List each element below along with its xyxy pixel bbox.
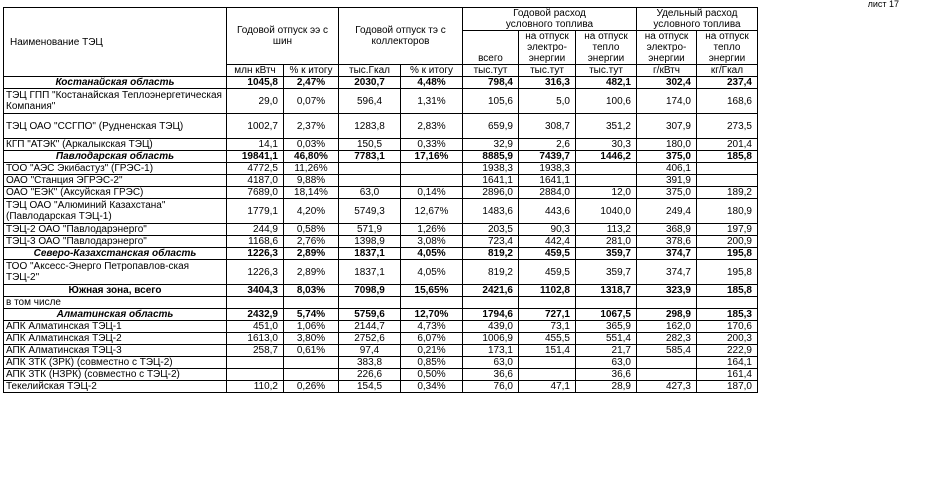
table-cell: 2,83% bbox=[401, 114, 463, 139]
table-cell: 8885,9 bbox=[463, 151, 519, 163]
table-cell: 571,9 bbox=[339, 224, 401, 236]
table-cell bbox=[227, 357, 284, 369]
table-cell bbox=[696, 297, 757, 309]
table-cell: 1226,3 bbox=[227, 248, 284, 260]
table-row bbox=[4, 297, 758, 309]
table-cell: 2,37% bbox=[284, 114, 339, 139]
table-cell: 378,6 bbox=[637, 236, 697, 248]
table-cell: 3,80% bbox=[284, 333, 339, 345]
table-cell: 316,3 bbox=[519, 77, 576, 89]
table-cell bbox=[696, 163, 757, 175]
table-cell: 383,8 bbox=[339, 357, 401, 369]
table-cell: 7098,9 bbox=[339, 285, 401, 297]
table-cell: 798,4 bbox=[463, 77, 519, 89]
table-row bbox=[4, 163, 758, 175]
table-cell: 174,0 bbox=[637, 89, 697, 114]
unit-cell: % к итогу bbox=[401, 65, 463, 77]
header-te-group: Годовой отпуск тэ с коллекторов bbox=[339, 8, 463, 65]
table-cell: 17,16% bbox=[401, 151, 463, 163]
table-cell: 1938,3 bbox=[519, 163, 576, 175]
page-label: лист 17 bbox=[867, 0, 899, 7]
table-cell: 302,4 bbox=[637, 77, 697, 89]
table-cell: 4,73% bbox=[401, 321, 463, 333]
table-cell: 2432,9 bbox=[227, 309, 284, 321]
region-row bbox=[4, 309, 758, 321]
table-cell: 1837,1 bbox=[339, 248, 401, 260]
unit-cell: тыс.тут bbox=[576, 65, 637, 77]
table-cell: 323,9 bbox=[637, 285, 697, 297]
table-row bbox=[4, 139, 758, 151]
table-cell: 105,6 bbox=[463, 89, 519, 114]
table-cell: 1483,6 bbox=[463, 199, 519, 224]
table-cell: 659,9 bbox=[463, 114, 519, 139]
table-cell bbox=[637, 297, 697, 309]
row-name: Алматинская область bbox=[4, 309, 227, 321]
table-cell: 406,1 bbox=[637, 163, 697, 175]
table-row bbox=[4, 236, 758, 248]
table-cell: 195,8 bbox=[696, 248, 757, 260]
table-cell bbox=[576, 163, 637, 175]
table-cell: 7689,0 bbox=[227, 187, 284, 199]
table-cell: 819,2 bbox=[463, 248, 519, 260]
table-cell: 359,7 bbox=[576, 248, 637, 260]
table-row bbox=[4, 357, 758, 369]
table-cell: 1,31% bbox=[401, 89, 463, 114]
table-cell: 4,48% bbox=[401, 77, 463, 89]
row-name: Южная зона, всего bbox=[4, 285, 227, 297]
table-cell bbox=[401, 175, 463, 187]
table-cell: 1613,0 bbox=[227, 333, 284, 345]
header-spec-te: на отпуск тепло энергии bbox=[696, 31, 757, 65]
table-row bbox=[4, 187, 758, 199]
table-cell bbox=[284, 357, 339, 369]
row-name: ОАО "ЕЭК" (Аксуйская ГРЭС) bbox=[4, 187, 227, 199]
table-cell bbox=[576, 297, 637, 309]
table-cell: 63,0 bbox=[576, 357, 637, 369]
table-cell: 1779,1 bbox=[227, 199, 284, 224]
table-cell: 723,4 bbox=[463, 236, 519, 248]
table-row bbox=[4, 381, 758, 393]
table-cell: 168,6 bbox=[696, 89, 757, 114]
table-cell: 90,3 bbox=[519, 224, 576, 236]
table-row bbox=[4, 224, 758, 236]
table-cell bbox=[284, 369, 339, 381]
table-cell: 0,50% bbox=[401, 369, 463, 381]
table-row bbox=[4, 345, 758, 357]
table-cell: 1,26% bbox=[401, 224, 463, 236]
table-cell: 1067,5 bbox=[576, 309, 637, 321]
table-cell: 4,05% bbox=[401, 248, 463, 260]
header-fuel-ee: на отпуск электро-энергии bbox=[519, 31, 576, 65]
table-cell: 162,0 bbox=[637, 321, 697, 333]
table-cell: 173,1 bbox=[463, 345, 519, 357]
table-cell: 0,03% bbox=[284, 139, 339, 151]
zone-row bbox=[4, 285, 758, 297]
row-name: Павлодарская область bbox=[4, 151, 227, 163]
table-cell: 0,21% bbox=[401, 345, 463, 357]
table-cell: 4,05% bbox=[401, 260, 463, 285]
table-cell: 12,67% bbox=[401, 199, 463, 224]
table-row bbox=[4, 89, 758, 114]
table-cell: 203,5 bbox=[463, 224, 519, 236]
table-cell: 185,8 bbox=[696, 285, 757, 297]
table-cell: 4,20% bbox=[284, 199, 339, 224]
table-cell: 4772,5 bbox=[227, 163, 284, 175]
unit-cell: % к итогу bbox=[284, 65, 339, 77]
table-cell: 9,88% bbox=[284, 175, 339, 187]
table-cell: 308,7 bbox=[519, 114, 576, 139]
table-cell: 195,8 bbox=[696, 260, 757, 285]
row-name: в том числе bbox=[4, 297, 227, 309]
table-cell: 585,4 bbox=[637, 345, 697, 357]
table-cell bbox=[401, 297, 463, 309]
table-cell bbox=[339, 163, 401, 175]
table-cell: 12,70% bbox=[401, 309, 463, 321]
row-name: ТОО "Аксесс-Энерго Петропавлов-ская ТЭЦ-2" bbox=[4, 260, 227, 285]
table-cell bbox=[339, 297, 401, 309]
table-cell: 351,2 bbox=[576, 114, 637, 139]
table-cell: 63,0 bbox=[463, 357, 519, 369]
row-name: Костанайская область bbox=[4, 77, 227, 89]
table-cell: 391,9 bbox=[637, 175, 697, 187]
row-name: ТЭЦ ОАО "ССГПО" (Рудненская ТЭЦ) bbox=[4, 114, 227, 139]
table-row bbox=[4, 114, 758, 139]
table-cell: 200,3 bbox=[696, 333, 757, 345]
table-cell: 1168,6 bbox=[227, 236, 284, 248]
table-cell bbox=[227, 297, 284, 309]
table-cell: 1794,6 bbox=[463, 309, 519, 321]
table-cell: 14,1 bbox=[227, 139, 284, 151]
table-cell: 1045,8 bbox=[227, 77, 284, 89]
table-cell: 30,3 bbox=[576, 139, 637, 151]
table-cell: 1002,7 bbox=[227, 114, 284, 139]
table-cell bbox=[576, 175, 637, 187]
table-cell: 5,0 bbox=[519, 89, 576, 114]
table-cell: 11,26% bbox=[284, 163, 339, 175]
table-cell: 298,9 bbox=[637, 309, 697, 321]
header-specific-group: Удельный расход условного топлива bbox=[637, 8, 758, 31]
table-cell: 307,9 bbox=[637, 114, 697, 139]
table-cell: 375,0 bbox=[637, 151, 697, 163]
table-cell: 21,7 bbox=[576, 345, 637, 357]
table-cell: 375,0 bbox=[637, 187, 697, 199]
table-cell: 170,6 bbox=[696, 321, 757, 333]
table-cell: 15,65% bbox=[401, 285, 463, 297]
table-cell: 442,4 bbox=[519, 236, 576, 248]
table-cell: 2,47% bbox=[284, 77, 339, 89]
table-cell: 237,4 bbox=[696, 77, 757, 89]
table-cell: 18,14% bbox=[284, 187, 339, 199]
row-name: Текелийская ТЭЦ-2 bbox=[4, 381, 227, 393]
table-cell: 727,1 bbox=[519, 309, 576, 321]
table-cell: 5759,6 bbox=[339, 309, 401, 321]
table-cell: 1641,1 bbox=[463, 175, 519, 187]
table-cell: 0,61% bbox=[284, 345, 339, 357]
table-cell: 2,6 bbox=[519, 139, 576, 151]
table-cell: 2421,6 bbox=[463, 285, 519, 297]
table-cell: 189,2 bbox=[696, 187, 757, 199]
table-cell: 451,0 bbox=[227, 321, 284, 333]
table-cell: 273,5 bbox=[696, 114, 757, 139]
row-name: АПК ЗТК (НЗРК) (совместно с ТЭЦ-2) bbox=[4, 369, 227, 381]
table-cell: 226,6 bbox=[339, 369, 401, 381]
table-cell bbox=[519, 357, 576, 369]
table-cell: 365,9 bbox=[576, 321, 637, 333]
table-cell: 2030,7 bbox=[339, 77, 401, 89]
row-name: ТЭЦ-2 ОАО "Павлодарэнерго" bbox=[4, 224, 227, 236]
table-cell: 19841,1 bbox=[227, 151, 284, 163]
table-cell: 1318,7 bbox=[576, 285, 637, 297]
table-cell: 1283,8 bbox=[339, 114, 401, 139]
table-cell: 36,6 bbox=[463, 369, 519, 381]
unit-cell: млн кВтч bbox=[227, 65, 284, 77]
table-cell: 482,1 bbox=[576, 77, 637, 89]
table-cell: 180,0 bbox=[637, 139, 697, 151]
table-cell: 6,07% bbox=[401, 333, 463, 345]
table-cell: 443,6 bbox=[519, 199, 576, 224]
region-row bbox=[4, 77, 758, 89]
table-cell: 2884,0 bbox=[519, 187, 576, 199]
table-cell: 0,07% bbox=[284, 89, 339, 114]
table-cell bbox=[463, 297, 519, 309]
table-cell bbox=[696, 175, 757, 187]
unit-cell: кг/Гкал bbox=[696, 65, 757, 77]
table-cell: 29,0 bbox=[227, 89, 284, 114]
table-cell: 359,7 bbox=[576, 260, 637, 285]
table-cell: 180,9 bbox=[696, 199, 757, 224]
table-cell: 0,85% bbox=[401, 357, 463, 369]
row-name: Северо-Казахстанская область bbox=[4, 248, 227, 260]
table-cell: 5749,3 bbox=[339, 199, 401, 224]
table-cell: 4187,0 bbox=[227, 175, 284, 187]
header-fuel-te: на отпуск тепло энергии bbox=[576, 31, 637, 65]
table-cell: 151,4 bbox=[519, 345, 576, 357]
table-cell: 100,6 bbox=[576, 89, 637, 114]
row-name: КГП "АТЭК" (Аркалыкская ТЭЦ) bbox=[4, 139, 227, 151]
row-name: АПК Алматинская ТЭЦ-3 bbox=[4, 345, 227, 357]
table-cell: 201,4 bbox=[696, 139, 757, 151]
table-cell: 2896,0 bbox=[463, 187, 519, 199]
table-cell: 2,76% bbox=[284, 236, 339, 248]
table-cell: 200,9 bbox=[696, 236, 757, 248]
table-cell: 439,0 bbox=[463, 321, 519, 333]
table-cell: 3,08% bbox=[401, 236, 463, 248]
table-cell: 7439,7 bbox=[519, 151, 576, 163]
table-cell: 374,7 bbox=[637, 248, 697, 260]
table-cell: 1398,9 bbox=[339, 236, 401, 248]
table-cell: 596,4 bbox=[339, 89, 401, 114]
header-fuel-total: всего bbox=[463, 31, 519, 65]
table-row bbox=[4, 333, 758, 345]
table-cell: 455,5 bbox=[519, 333, 576, 345]
row-name: ТЭЦ-3 ОАО "Павлодарэнерго" bbox=[4, 236, 227, 248]
table-cell: 46,80% bbox=[284, 151, 339, 163]
table-cell: 551,4 bbox=[576, 333, 637, 345]
table-cell bbox=[284, 297, 339, 309]
table-cell: 819,2 bbox=[463, 260, 519, 285]
table-cell bbox=[519, 369, 576, 381]
tec-table bbox=[3, 7, 758, 393]
unit-cell: тыс.Гкал bbox=[339, 65, 401, 77]
table-cell: 47,1 bbox=[519, 381, 576, 393]
table-cell: 113,2 bbox=[576, 224, 637, 236]
table-cell: 150,5 bbox=[339, 139, 401, 151]
table-cell: 1102,8 bbox=[519, 285, 576, 297]
table-cell: 459,5 bbox=[519, 260, 576, 285]
region-row bbox=[4, 248, 758, 260]
header-spec-ee: на отпуск электро-энергии bbox=[637, 31, 697, 65]
header-name: Наименование ТЭЦ bbox=[4, 8, 227, 77]
table-cell bbox=[637, 369, 697, 381]
table-row bbox=[4, 199, 758, 224]
table-cell: 0,33% bbox=[401, 139, 463, 151]
table-cell bbox=[339, 175, 401, 187]
table-row bbox=[4, 175, 758, 187]
table-cell: 36,6 bbox=[576, 369, 637, 381]
table-cell: 2144,7 bbox=[339, 321, 401, 333]
table-cell bbox=[401, 163, 463, 175]
table-cell: 1641,1 bbox=[519, 175, 576, 187]
unit-cell: г/кВтч bbox=[637, 65, 697, 77]
table-cell: 12,0 bbox=[576, 187, 637, 199]
unit-cell: тыс.тут bbox=[463, 65, 519, 77]
table-row bbox=[4, 260, 758, 285]
table-cell: 0,14% bbox=[401, 187, 463, 199]
table-cell bbox=[519, 297, 576, 309]
table-body bbox=[4, 77, 758, 393]
unit-cell: тыс.тут bbox=[519, 65, 576, 77]
table-cell: 3404,3 bbox=[227, 285, 284, 297]
table-cell: 28,9 bbox=[576, 381, 637, 393]
table-cell: 281,0 bbox=[576, 236, 637, 248]
table-cell: 161,4 bbox=[696, 369, 757, 381]
table-cell: 76,0 bbox=[463, 381, 519, 393]
table-cell: 2,89% bbox=[284, 248, 339, 260]
row-name: ОАО "Станция ЭГРЭС-2" bbox=[4, 175, 227, 187]
table-cell: 110,2 bbox=[227, 381, 284, 393]
table-cell: 2,89% bbox=[284, 260, 339, 285]
table-cell: 222,9 bbox=[696, 345, 757, 357]
table-cell: 368,9 bbox=[637, 224, 697, 236]
table-cell: 0,26% bbox=[284, 381, 339, 393]
header-ee-group: Годовой отпуск ээ с шин bbox=[227, 8, 339, 65]
table-cell: 187,0 bbox=[696, 381, 757, 393]
table-cell: 1,06% bbox=[284, 321, 339, 333]
table-cell: 5,74% bbox=[284, 309, 339, 321]
table-cell: 1938,3 bbox=[463, 163, 519, 175]
table-cell: 427,3 bbox=[637, 381, 697, 393]
row-name: ТОО "АЭС Экибастуз" (ГРЭС-1) bbox=[4, 163, 227, 175]
table-cell: 2752,6 bbox=[339, 333, 401, 345]
table-cell: 7783,1 bbox=[339, 151, 401, 163]
table-cell: 249,4 bbox=[637, 199, 697, 224]
table-cell: 1446,2 bbox=[576, 151, 637, 163]
row-name: АПК ЗТК (ЗРК) (совместно с ТЭЦ-2) bbox=[4, 357, 227, 369]
table-cell: 32,9 bbox=[463, 139, 519, 151]
table-cell: 97,4 bbox=[339, 345, 401, 357]
table-cell: 0,34% bbox=[401, 381, 463, 393]
table-cell bbox=[227, 369, 284, 381]
table-cell: 73,1 bbox=[519, 321, 576, 333]
table-cell: 1006,9 bbox=[463, 333, 519, 345]
table-cell: 459,5 bbox=[519, 248, 576, 260]
table-cell bbox=[637, 357, 697, 369]
region-row bbox=[4, 151, 758, 163]
table-cell: 0,58% bbox=[284, 224, 339, 236]
table-cell: 185,8 bbox=[696, 151, 757, 163]
table-cell: 1040,0 bbox=[576, 199, 637, 224]
table-cell: 1837,1 bbox=[339, 260, 401, 285]
row-name: ТЭЦ ГПП "Костанайская Теплоэнергетическая Компания" bbox=[4, 89, 227, 114]
table-cell: 244,9 bbox=[227, 224, 284, 236]
table-cell: 8,03% bbox=[284, 285, 339, 297]
table-cell: 1226,3 bbox=[227, 260, 284, 285]
table-cell: 185,3 bbox=[696, 309, 757, 321]
table-row bbox=[4, 369, 758, 381]
header-fuel-group: Годовой расход условного топлива bbox=[463, 8, 637, 31]
table-cell: 374,7 bbox=[637, 260, 697, 285]
table-cell: 282,3 bbox=[637, 333, 697, 345]
row-name: ТЭЦ ОАО "Алюминий Казахстана" (Павлодарская ТЭЦ-1) bbox=[4, 199, 227, 224]
table-cell: 258,7 bbox=[227, 345, 284, 357]
row-name: АПК Алматинская ТЭЦ-1 bbox=[4, 321, 227, 333]
row-name: АПК Алматинская ТЭЦ-2 bbox=[4, 333, 227, 345]
table-row bbox=[4, 321, 758, 333]
table-cell: 154,5 bbox=[339, 381, 401, 393]
table-cell: 197,9 bbox=[696, 224, 757, 236]
table-cell: 164,1 bbox=[696, 357, 757, 369]
table-cell: 63,0 bbox=[339, 187, 401, 199]
